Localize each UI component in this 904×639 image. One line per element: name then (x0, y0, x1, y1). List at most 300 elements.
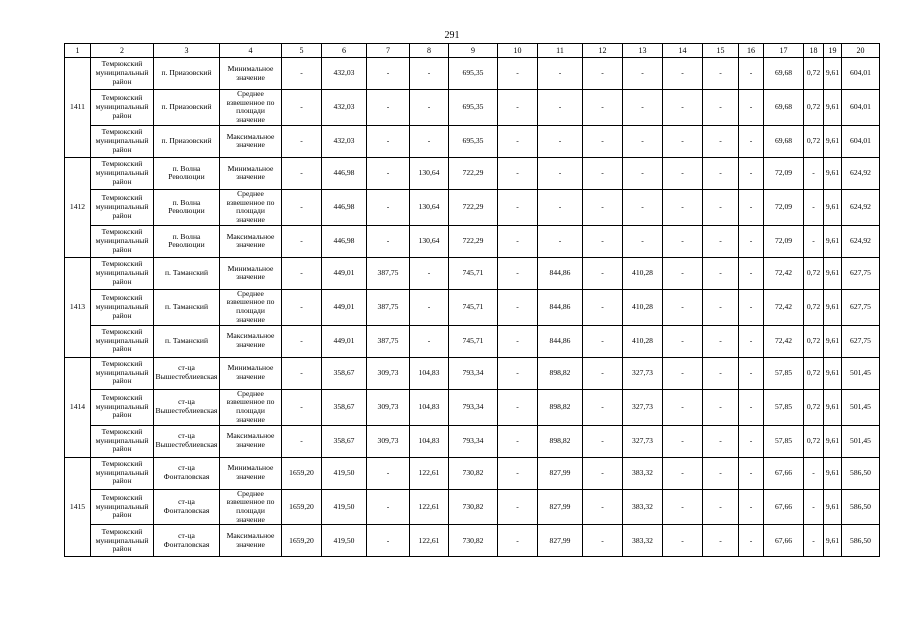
table-row (65, 325, 880, 357)
value-cell: 586,50 (842, 525, 880, 557)
value-cell: 827,99 (538, 457, 583, 489)
value-cell: - (583, 389, 623, 425)
value-cell: 722,29 (449, 225, 498, 257)
table-row (65, 357, 880, 389)
value-cell: 9,61 (824, 189, 842, 225)
value-cell: - (623, 157, 663, 189)
value-cell: - (498, 389, 538, 425)
value-cell: 358,67 (322, 357, 367, 389)
value-cell: - (282, 389, 322, 425)
settlement-cell: ст-ца Фонталовская (154, 489, 220, 525)
value-cell: - (583, 325, 623, 357)
value-cell: 72,09 (764, 189, 804, 225)
value-cell: 446,98 (322, 157, 367, 189)
value-cell: 419,50 (322, 457, 367, 489)
value-cell: 69,68 (764, 125, 804, 157)
value-cell: 446,98 (322, 225, 367, 257)
column-header: 15 (703, 44, 739, 58)
value-cell: - (739, 525, 764, 557)
value-cell: - (498, 257, 538, 289)
settlement-cell: п. Таманский (154, 325, 220, 357)
value-cell: - (739, 289, 764, 325)
value-cell: - (804, 525, 824, 557)
value-cell: - (739, 389, 764, 425)
value-cell: - (538, 58, 583, 90)
value-cell: - (583, 525, 623, 557)
value-cell: - (739, 457, 764, 489)
table-row (65, 257, 880, 289)
value-cell: - (498, 189, 538, 225)
value-cell: - (804, 189, 824, 225)
value-cell: 0,72 (804, 325, 824, 357)
value-cell: - (703, 425, 739, 457)
value-cell: - (282, 90, 322, 126)
value-type-cell: Среднее взвешенное по площади значение (220, 90, 282, 126)
value-cell: 69,68 (764, 58, 804, 90)
district-cell: Темрюкский муниципальный район (91, 525, 154, 557)
value-cell: 0,72 (804, 58, 824, 90)
value-cell: - (282, 425, 322, 457)
value-cell: 9,61 (824, 357, 842, 389)
value-cell: - (538, 225, 583, 257)
value-cell: - (739, 425, 764, 457)
settlement-cell: п. Приазовский (154, 90, 220, 126)
value-cell: - (663, 425, 703, 457)
column-header: 9 (449, 44, 498, 58)
value-cell: - (663, 225, 703, 257)
settlement-cell: п. Волна Революции (154, 189, 220, 225)
settlement-cell: п. Волна Революции (154, 225, 220, 257)
value-cell: - (498, 425, 538, 457)
value-cell: 627,75 (842, 257, 880, 289)
value-type-cell: Минимальное значение (220, 58, 282, 90)
value-cell: - (583, 257, 623, 289)
settlement-cell: п. Приазовский (154, 58, 220, 90)
value-cell: - (498, 489, 538, 525)
value-cell: 604,01 (842, 58, 880, 90)
value-cell: 827,99 (538, 489, 583, 525)
column-header: 19 (824, 44, 842, 58)
value-cell: - (583, 90, 623, 126)
district-cell: Темрюкский муниципальный район (91, 90, 154, 126)
value-cell: 9,61 (824, 58, 842, 90)
value-cell: - (623, 189, 663, 225)
value-cell: 358,67 (322, 425, 367, 457)
value-cell: 9,61 (824, 90, 842, 126)
value-cell: - (703, 125, 739, 157)
value-cell: - (703, 257, 739, 289)
value-cell: - (498, 325, 538, 357)
value-cell: 67,66 (764, 525, 804, 557)
table-row (65, 157, 880, 189)
value-cell: - (739, 257, 764, 289)
value-type-cell: Максимальное значение (220, 525, 282, 557)
column-header: 17 (764, 44, 804, 58)
group-number-cell: 1414 (65, 357, 91, 457)
district-cell: Темрюкский муниципальный район (91, 389, 154, 425)
value-cell: 432,03 (322, 58, 367, 90)
value-cell: - (739, 157, 764, 189)
value-cell: 730,82 (449, 457, 498, 489)
value-type-cell: Минимальное значение (220, 257, 282, 289)
district-cell: Темрюкский муниципальный район (91, 125, 154, 157)
value-cell: - (703, 489, 739, 525)
value-cell: - (739, 58, 764, 90)
table-row (65, 489, 880, 525)
value-cell: - (282, 257, 322, 289)
value-cell: - (367, 125, 410, 157)
settlement-cell: ст-ца Вышестеблиевская (154, 357, 220, 389)
value-cell: - (410, 257, 449, 289)
value-cell: 383,32 (623, 489, 663, 525)
value-cell: - (367, 225, 410, 257)
settlement-cell: ст-ца Вышестеблиевская (154, 389, 220, 425)
value-cell: - (663, 489, 703, 525)
value-cell: 130,64 (410, 157, 449, 189)
value-cell: 9,61 (824, 425, 842, 457)
value-cell: - (498, 289, 538, 325)
column-header: 2 (91, 44, 154, 58)
value-cell: - (583, 457, 623, 489)
value-cell: - (703, 58, 739, 90)
value-cell: - (367, 157, 410, 189)
value-cell: 104,83 (410, 425, 449, 457)
value-cell: - (663, 157, 703, 189)
table-row (65, 90, 880, 126)
value-cell: 0,72 (804, 389, 824, 425)
value-cell: 57,85 (764, 425, 804, 457)
value-cell: 695,35 (449, 90, 498, 126)
page-number: 291 (444, 30, 460, 41)
settlement-cell: п. Волна Революции (154, 157, 220, 189)
value-cell: - (538, 90, 583, 126)
value-cell: - (538, 125, 583, 157)
table-row (65, 457, 880, 489)
value-cell: 730,82 (449, 525, 498, 557)
district-cell: Темрюкский муниципальный район (91, 289, 154, 325)
value-cell: - (498, 157, 538, 189)
value-cell: - (583, 125, 623, 157)
value-type-cell: Среднее взвешенное по площади значение (220, 489, 282, 525)
value-type-cell: Минимальное значение (220, 357, 282, 389)
value-cell: - (282, 289, 322, 325)
value-cell: 327,73 (623, 389, 663, 425)
value-cell: 9,61 (824, 225, 842, 257)
value-cell: - (739, 225, 764, 257)
value-cell: 745,71 (449, 325, 498, 357)
value-cell: 793,34 (449, 357, 498, 389)
value-cell: 449,01 (322, 325, 367, 357)
value-cell: 695,35 (449, 58, 498, 90)
value-cell: - (583, 289, 623, 325)
value-type-cell: Минимальное значение (220, 457, 282, 489)
value-cell: 9,61 (824, 289, 842, 325)
value-cell: 1659,20 (282, 457, 322, 489)
value-cell: - (703, 289, 739, 325)
value-cell: 793,34 (449, 425, 498, 457)
value-cell: 72,09 (764, 157, 804, 189)
value-cell: 122,61 (410, 457, 449, 489)
column-header: 6 (322, 44, 367, 58)
value-cell: - (410, 125, 449, 157)
value-cell: 695,35 (449, 125, 498, 157)
value-cell: 387,75 (367, 257, 410, 289)
value-cell: 624,92 (842, 157, 880, 189)
value-cell: 844,86 (538, 325, 583, 357)
settlement-cell: ст-ца Фонталовская (154, 457, 220, 489)
value-cell: 898,82 (538, 357, 583, 389)
value-cell: - (498, 125, 538, 157)
district-cell: Темрюкский муниципальный район (91, 157, 154, 189)
table-body (65, 44, 880, 557)
value-cell: 745,71 (449, 289, 498, 325)
value-cell: - (282, 125, 322, 157)
value-cell: - (703, 325, 739, 357)
value-cell: 67,66 (764, 489, 804, 525)
value-cell: 309,73 (367, 425, 410, 457)
value-cell: 586,50 (842, 489, 880, 525)
value-cell: - (367, 90, 410, 126)
value-cell: - (583, 357, 623, 389)
value-cell: - (739, 125, 764, 157)
value-cell: 0,72 (804, 257, 824, 289)
value-cell: - (583, 225, 623, 257)
value-cell: - (663, 289, 703, 325)
value-cell: - (410, 289, 449, 325)
value-cell: 722,29 (449, 157, 498, 189)
district-cell: Темрюкский муниципальный район (91, 225, 154, 257)
value-cell: 898,82 (538, 389, 583, 425)
group-number-cell: 1411 (65, 58, 91, 158)
value-cell: 57,85 (764, 389, 804, 425)
value-cell: - (663, 189, 703, 225)
value-cell: 627,75 (842, 289, 880, 325)
value-cell: 449,01 (322, 257, 367, 289)
district-cell: Темрюкский муниципальный район (91, 189, 154, 225)
column-header: 10 (498, 44, 538, 58)
value-cell: 624,92 (842, 189, 880, 225)
value-cell: 501,45 (842, 389, 880, 425)
value-cell: - (804, 225, 824, 257)
value-cell: - (663, 325, 703, 357)
column-header: 7 (367, 44, 410, 58)
value-cell: - (410, 90, 449, 126)
settlement-cell: п. Таманский (154, 257, 220, 289)
value-cell: 419,50 (322, 489, 367, 525)
district-cell: Темрюкский муниципальный район (91, 357, 154, 389)
value-cell: 387,75 (367, 289, 410, 325)
value-cell: - (410, 58, 449, 90)
value-type-cell: Максимальное значение (220, 425, 282, 457)
table-row (65, 125, 880, 157)
value-cell: 432,03 (322, 125, 367, 157)
value-cell: 57,85 (764, 357, 804, 389)
value-cell: - (367, 489, 410, 525)
value-cell: 844,86 (538, 289, 583, 325)
value-type-cell: Среднее взвешенное по площади значение (220, 289, 282, 325)
column-header: 18 (804, 44, 824, 58)
value-cell: - (498, 225, 538, 257)
value-cell: 432,03 (322, 90, 367, 126)
value-cell: - (739, 90, 764, 126)
value-cell: 0,72 (804, 90, 824, 126)
value-cell: 130,64 (410, 225, 449, 257)
district-cell: Темрюкский муниципальный район (91, 489, 154, 525)
value-cell: - (583, 157, 623, 189)
column-header: 4 (220, 44, 282, 58)
value-type-cell: Максимальное значение (220, 225, 282, 257)
value-cell: 9,61 (824, 457, 842, 489)
district-cell: Темрюкский муниципальный район (91, 58, 154, 90)
value-cell: 9,61 (824, 257, 842, 289)
value-cell: 410,28 (623, 325, 663, 357)
value-cell: 793,34 (449, 389, 498, 425)
value-cell: 9,61 (824, 125, 842, 157)
value-cell: - (703, 157, 739, 189)
value-cell: 9,61 (824, 389, 842, 425)
value-cell: - (498, 58, 538, 90)
value-cell: - (282, 189, 322, 225)
column-header: 5 (282, 44, 322, 58)
value-cell: - (739, 489, 764, 525)
value-cell: 410,28 (623, 289, 663, 325)
value-cell: 586,50 (842, 457, 880, 489)
value-cell: - (498, 90, 538, 126)
district-cell: Темрюкский муниципальный район (91, 257, 154, 289)
table-row (65, 189, 880, 225)
value-cell: - (663, 90, 703, 126)
settlement-cell: п. Таманский (154, 289, 220, 325)
value-cell: 0,72 (804, 357, 824, 389)
value-cell: 72,42 (764, 257, 804, 289)
table-row (65, 525, 880, 557)
value-cell: 104,83 (410, 389, 449, 425)
value-cell: 358,67 (322, 389, 367, 425)
district-cell: Темрюкский муниципальный район (91, 457, 154, 489)
column-header: 16 (739, 44, 764, 58)
value-cell: 122,61 (410, 489, 449, 525)
value-cell: 0,72 (804, 125, 824, 157)
value-cell: 604,01 (842, 90, 880, 126)
table-row (65, 58, 880, 90)
value-cell: 104,83 (410, 357, 449, 389)
value-cell: - (583, 189, 623, 225)
value-type-cell: Максимальное значение (220, 125, 282, 157)
value-cell: - (663, 58, 703, 90)
value-cell: 419,50 (322, 525, 367, 557)
settlement-cell: ст-ца Вышестеблиевская (154, 425, 220, 457)
value-cell: - (282, 58, 322, 90)
header-row (65, 44, 880, 58)
value-cell: 327,73 (623, 425, 663, 457)
value-cell: 449,01 (322, 289, 367, 325)
value-cell: 130,64 (410, 189, 449, 225)
table-row (65, 289, 880, 325)
value-cell: 9,61 (824, 325, 842, 357)
value-cell: - (538, 157, 583, 189)
value-cell: - (498, 457, 538, 489)
value-cell: - (703, 189, 739, 225)
value-cell: - (538, 189, 583, 225)
value-cell: 722,29 (449, 189, 498, 225)
value-type-cell: Среднее взвешенное по площади значение (220, 189, 282, 225)
settlement-cell: ст-ца Фонталовская (154, 525, 220, 557)
value-cell: 730,82 (449, 489, 498, 525)
value-cell: - (804, 157, 824, 189)
value-cell: 9,61 (824, 157, 842, 189)
value-cell: 501,45 (842, 357, 880, 389)
value-cell: - (703, 389, 739, 425)
value-cell: 309,73 (367, 389, 410, 425)
value-cell: 72,42 (764, 325, 804, 357)
value-cell: 9,61 (824, 525, 842, 557)
settlement-cell: п. Приазовский (154, 125, 220, 157)
value-cell: - (739, 325, 764, 357)
value-cell: - (703, 457, 739, 489)
value-cell: 72,42 (764, 289, 804, 325)
value-cell: - (663, 357, 703, 389)
value-cell: - (498, 525, 538, 557)
value-cell: - (367, 457, 410, 489)
value-cell: 67,66 (764, 457, 804, 489)
value-cell: 1659,20 (282, 489, 322, 525)
column-header: 14 (663, 44, 703, 58)
column-header: 20 (842, 44, 880, 58)
value-cell: - (739, 189, 764, 225)
value-cell: 604,01 (842, 125, 880, 157)
value-cell: - (623, 125, 663, 157)
value-cell: - (663, 525, 703, 557)
value-cell: - (583, 425, 623, 457)
value-cell: - (583, 58, 623, 90)
column-header: 1 (65, 44, 91, 58)
value-cell: 745,71 (449, 257, 498, 289)
district-cell: Темрюкский муниципальный район (91, 425, 154, 457)
value-cell: 9,61 (824, 489, 842, 525)
value-cell: 69,68 (764, 90, 804, 126)
value-cell: 0,72 (804, 289, 824, 325)
value-cell: - (739, 357, 764, 389)
value-type-cell: Минимальное значение (220, 157, 282, 189)
value-cell: 410,28 (623, 257, 663, 289)
value-cell: 383,32 (623, 525, 663, 557)
value-cell: - (663, 389, 703, 425)
value-cell: 72,09 (764, 225, 804, 257)
value-cell: - (663, 257, 703, 289)
value-cell: 898,82 (538, 425, 583, 457)
value-cell: 327,73 (623, 357, 663, 389)
value-cell: - (663, 125, 703, 157)
value-cell: - (703, 90, 739, 126)
value-cell: - (623, 225, 663, 257)
value-cell: - (498, 357, 538, 389)
value-cell: 383,32 (623, 457, 663, 489)
value-type-cell: Среднее взвешенное по площади значение (220, 389, 282, 425)
group-number-cell: 1413 (65, 257, 91, 357)
table-row (65, 389, 880, 425)
value-cell: - (703, 225, 739, 257)
value-cell: 446,98 (322, 189, 367, 225)
group-number-cell: 1412 (65, 157, 91, 257)
table-row (65, 425, 880, 457)
value-cell: 387,75 (367, 325, 410, 357)
value-cell: - (663, 457, 703, 489)
column-header: 11 (538, 44, 583, 58)
value-cell: 627,75 (842, 325, 880, 357)
value-cell: 624,92 (842, 225, 880, 257)
value-cell: - (623, 90, 663, 126)
column-header: 12 (583, 44, 623, 58)
